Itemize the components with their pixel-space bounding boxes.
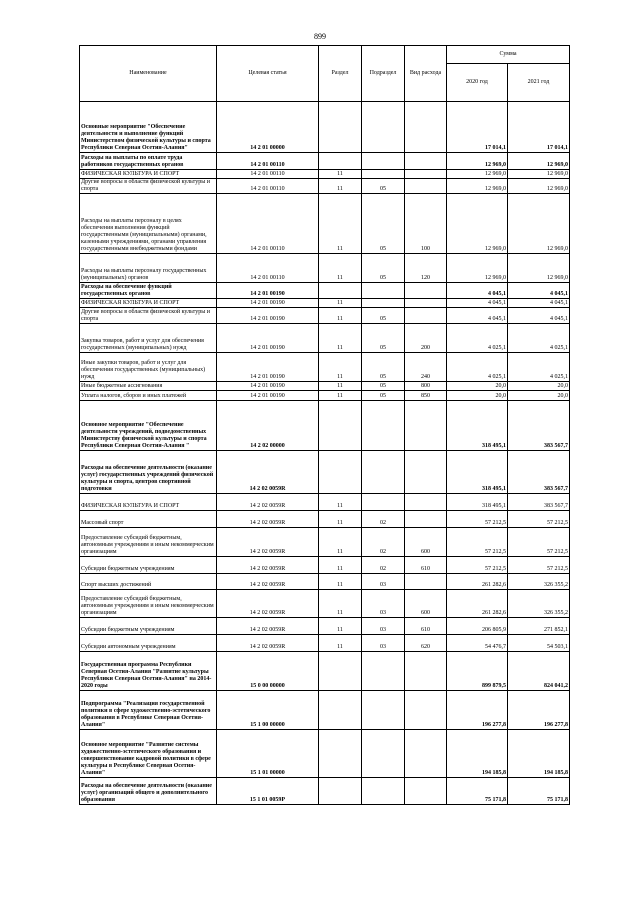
row-subsection: 02 xyxy=(362,511,405,528)
row-section: 11 xyxy=(319,324,362,353)
row-name: Предоставление субсидий бюджетным, автономным учреждениям и иным некоммерческим организациям xyxy=(80,590,217,618)
row-name: Предоставление субсидий бюджетным, автономным учреждениям и иным некоммерческим организациям xyxy=(80,528,217,557)
row-expense-type xyxy=(405,730,447,778)
row-target: 14 2 02 0059R xyxy=(217,590,319,618)
row-section: 11 xyxy=(319,557,362,574)
row-name: Субсидии автономным учреждениям xyxy=(80,635,217,652)
table-row xyxy=(80,391,570,401)
row-section xyxy=(319,153,362,170)
row-name: Основное мероприятие "Развитие системы художественно-эстетического образования и совершенствование кадровой политики в сфере культуры в Республике Северная Осетия-Алания" xyxy=(80,730,217,778)
row-section xyxy=(319,102,362,153)
row-sum-2021: 12 969,0 xyxy=(508,153,570,170)
row-name: Иные бюджетные ассигнования xyxy=(80,382,217,391)
row-target: 14 2 02 0059R xyxy=(217,451,319,494)
row-section: 11 xyxy=(319,590,362,618)
row-expense-type xyxy=(405,494,447,511)
row-subsection xyxy=(362,283,405,299)
row-sum-2021: 57 212,5 xyxy=(508,511,570,528)
row-sum-2021: 4 045,1 xyxy=(508,308,570,324)
row-sum-2021: 20,0 xyxy=(508,382,570,391)
row-section: 11 xyxy=(319,511,362,528)
row-name: Другие вопросы в области физической культуры и спорта xyxy=(80,308,217,324)
row-subsection: 03 xyxy=(362,618,405,635)
row-expense-type xyxy=(405,511,447,528)
row-sum-2021: 57 212,5 xyxy=(508,528,570,557)
row-section: 11 xyxy=(319,618,362,635)
row-sum-2020: 57 212,5 xyxy=(447,557,508,574)
row-section: 11 xyxy=(319,194,362,254)
row-target: 14 2 01 00190 xyxy=(217,308,319,324)
table-row xyxy=(80,283,570,299)
row-name: Уплата налогов, сборов и иных платежей xyxy=(80,391,217,401)
row-sum-2021: 194 185,8 xyxy=(508,730,570,778)
row-target: 14 2 02 0059R xyxy=(217,618,319,635)
row-sum-2020: 4 045,1 xyxy=(447,308,508,324)
row-sum-2020: 20,0 xyxy=(447,382,508,391)
table-row xyxy=(80,590,570,618)
row-section xyxy=(319,401,362,451)
table-row xyxy=(80,730,570,778)
row-expense-type: 610 xyxy=(405,557,447,574)
row-section: 11 xyxy=(319,574,362,590)
row-target: 14 2 01 00000 xyxy=(217,102,319,153)
row-expense-type: 600 xyxy=(405,528,447,557)
row-section xyxy=(319,778,362,805)
row-section: 11 xyxy=(319,528,362,557)
row-expense-type xyxy=(405,308,447,324)
table-row xyxy=(80,179,570,194)
row-sum-2021: 12 969,0 xyxy=(508,254,570,283)
row-subsection xyxy=(362,401,405,451)
row-sum-2021: 271 852,1 xyxy=(508,618,570,635)
table-row xyxy=(80,635,570,652)
row-sum-2021: 57 212,5 xyxy=(508,557,570,574)
row-sum-2020: 899 879,5 xyxy=(447,652,508,691)
row-name: ФИЗИЧЕСКАЯ КУЛЬТУРА И СПОРТ xyxy=(80,299,217,308)
row-target: 14 2 01 00190 xyxy=(217,353,319,382)
row-sum-2021: 326 355,2 xyxy=(508,574,570,590)
row-sum-2021: 75 171,8 xyxy=(508,778,570,805)
header-sum: Сумма xyxy=(447,46,570,64)
header-section: Раздел xyxy=(319,46,362,102)
row-section xyxy=(319,730,362,778)
table-row xyxy=(80,170,570,179)
row-expense-type: 600 xyxy=(405,590,447,618)
table-row xyxy=(80,324,570,353)
row-subsection xyxy=(362,299,405,308)
row-expense-type xyxy=(405,179,447,194)
row-sum-2020: 12 969,0 xyxy=(447,254,508,283)
row-name: Субсидии бюджетным учреждениям xyxy=(80,618,217,635)
row-subsection xyxy=(362,102,405,153)
table-body xyxy=(80,102,570,805)
budget-table xyxy=(79,45,570,805)
row-subsection: 02 xyxy=(362,557,405,574)
row-sum-2020: 206 805,9 xyxy=(447,618,508,635)
row-name: Основное мероприятие "Обеспечение деятельности учреждений, подведомственных Министерству физической культуры и спорта Республики Северная Осетия-Алания " xyxy=(80,401,217,451)
row-sum-2021: 383 567,7 xyxy=(508,494,570,511)
row-subsection: 05 xyxy=(362,179,405,194)
row-expense-type xyxy=(405,691,447,730)
row-name: Другие вопросы в области физической культуры и спорта xyxy=(80,179,217,194)
row-target: 14 2 01 00110 xyxy=(217,153,319,170)
row-sum-2021: 54 503,1 xyxy=(508,635,570,652)
page-number: 899 xyxy=(314,32,326,41)
row-sum-2021: 326 355,2 xyxy=(508,590,570,618)
header-subsection: Подраздел xyxy=(362,46,405,102)
row-subsection: 05 xyxy=(362,194,405,254)
row-subsection xyxy=(362,691,405,730)
table-row xyxy=(80,353,570,382)
row-sum-2021: 4 025,1 xyxy=(508,353,570,382)
row-sum-2020: 54 476,7 xyxy=(447,635,508,652)
row-subsection xyxy=(362,652,405,691)
row-section: 11 xyxy=(319,179,362,194)
row-sum-2020: 194 185,8 xyxy=(447,730,508,778)
row-sum-2020: 318 495,1 xyxy=(447,451,508,494)
row-expense-type xyxy=(405,299,447,308)
row-section: 11 xyxy=(319,635,362,652)
row-subsection xyxy=(362,778,405,805)
row-sum-2021: 383 567,7 xyxy=(508,451,570,494)
table-row xyxy=(80,102,570,153)
row-sum-2020: 4 025,1 xyxy=(447,324,508,353)
row-subsection xyxy=(362,730,405,778)
row-section: 11 xyxy=(319,308,362,324)
row-sum-2021: 17 014,1 xyxy=(508,102,570,153)
row-expense-type: 200 xyxy=(405,324,447,353)
table-row xyxy=(80,153,570,170)
row-sum-2020: 12 969,0 xyxy=(447,179,508,194)
row-sum-2020: 12 969,0 xyxy=(447,194,508,254)
row-target: 14 2 02 00000 xyxy=(217,401,319,451)
row-name: ФИЗИЧЕСКАЯ КУЛЬТУРА И СПОРТ xyxy=(80,170,217,179)
row-sum-2021: 824 041,2 xyxy=(508,652,570,691)
table-row xyxy=(80,308,570,324)
row-sum-2021: 12 969,0 xyxy=(508,194,570,254)
row-expense-type: 120 xyxy=(405,254,447,283)
row-expense-type: 850 xyxy=(405,391,447,401)
row-name: Массовый спорт xyxy=(80,511,217,528)
row-sum-2020: 4 025,1 xyxy=(447,353,508,382)
row-sum-2021: 383 567,7 xyxy=(508,401,570,451)
row-expense-type xyxy=(405,102,447,153)
row-name: Спорт высших достижений xyxy=(80,574,217,590)
row-subsection: 03 xyxy=(362,635,405,652)
table-row xyxy=(80,382,570,391)
row-sum-2020: 57 212,5 xyxy=(447,511,508,528)
row-sum-2020: 261 282,6 xyxy=(447,574,508,590)
header-2020: 2020 год xyxy=(447,64,508,102)
table-header xyxy=(80,46,570,102)
table-row xyxy=(80,299,570,308)
table-row xyxy=(80,528,570,557)
row-subsection: 03 xyxy=(362,574,405,590)
row-expense-type: 620 xyxy=(405,635,447,652)
row-subsection xyxy=(362,170,405,179)
row-sum-2020: 318 495,1 xyxy=(447,494,508,511)
table-row xyxy=(80,652,570,691)
row-target: 14 2 02 0059R xyxy=(217,511,319,528)
row-sum-2020: 17 014,1 xyxy=(447,102,508,153)
row-expense-type: 240 xyxy=(405,353,447,382)
row-target: 14 2 02 0059R xyxy=(217,574,319,590)
table-row xyxy=(80,618,570,635)
row-target: 14 2 01 00110 xyxy=(217,254,319,283)
row-section: 11 xyxy=(319,299,362,308)
row-expense-type xyxy=(405,153,447,170)
row-target: 15 0 00 00000 xyxy=(217,652,319,691)
row-name: Расходы на обеспечение функций государственных органов xyxy=(80,283,217,299)
row-sum-2021: 4 045,1 xyxy=(508,299,570,308)
row-target: 14 2 02 0059R xyxy=(217,557,319,574)
row-section: 11 xyxy=(319,170,362,179)
header-name: Наименование xyxy=(80,46,217,102)
row-subsection xyxy=(362,153,405,170)
row-name: Субсидии бюджетным учреждениям xyxy=(80,557,217,574)
row-expense-type: 610 xyxy=(405,618,447,635)
row-name: Закупка товаров, работ и услуг для обеспечения государственных (муниципальных) нужд xyxy=(80,324,217,353)
row-sum-2020: 12 969,0 xyxy=(447,153,508,170)
row-expense-type xyxy=(405,574,447,590)
row-sum-2021: 12 969,0 xyxy=(508,170,570,179)
row-section: 11 xyxy=(319,353,362,382)
row-subsection: 05 xyxy=(362,353,405,382)
row-sum-2021: 12 969,0 xyxy=(508,179,570,194)
row-subsection xyxy=(362,494,405,511)
row-section xyxy=(319,283,362,299)
row-target: 14 2 02 0059R xyxy=(217,635,319,652)
table-row xyxy=(80,451,570,494)
row-section: 11 xyxy=(319,494,362,511)
row-name: ФИЗИЧЕСКАЯ КУЛЬТУРА И СПОРТ xyxy=(80,494,217,511)
row-subsection: 05 xyxy=(362,324,405,353)
row-name: Основные мероприятие "Обеспечение деятельности и выполнение функций Министерством физической культуры и спорта Республики Северная Осетия-Алания" xyxy=(80,102,217,153)
row-target: 14 2 01 00110 xyxy=(217,179,319,194)
row-target: 14 2 01 00110 xyxy=(217,170,319,179)
row-expense-type xyxy=(405,652,447,691)
row-name: Подпрограмма "Реализация государственной политики в сфере художественно-эстетического образования в Республике Северная Осетия-Алания" xyxy=(80,691,217,730)
row-target: 14 2 01 00190 xyxy=(217,391,319,401)
row-target: 14 2 02 0059R xyxy=(217,528,319,557)
row-subsection xyxy=(362,451,405,494)
row-target: 14 2 02 0059R xyxy=(217,494,319,511)
row-expense-type xyxy=(405,283,447,299)
row-subsection: 05 xyxy=(362,308,405,324)
row-expense-type xyxy=(405,778,447,805)
row-subsection: 05 xyxy=(362,382,405,391)
row-section xyxy=(319,691,362,730)
row-target: 14 2 01 00190 xyxy=(217,299,319,308)
row-name: Расходы на обеспечение деятельности (оказание услуг) государственных учреждений физической культуры и спорта, центров спортивной подготовки xyxy=(80,451,217,494)
row-sum-2020: 57 212,5 xyxy=(447,528,508,557)
table-row xyxy=(80,494,570,511)
table-row xyxy=(80,778,570,805)
row-target: 15 1 01 0059Р xyxy=(217,778,319,805)
table-row xyxy=(80,254,570,283)
row-sum-2021: 20,0 xyxy=(508,391,570,401)
row-sum-2020: 196 277,8 xyxy=(447,691,508,730)
row-name: Расходы на выплаты по оплате труда работников государственных органов xyxy=(80,153,217,170)
row-section: 11 xyxy=(319,254,362,283)
row-subsection: 05 xyxy=(362,391,405,401)
row-expense-type xyxy=(405,170,447,179)
row-expense-type: 800 xyxy=(405,382,447,391)
row-section: 11 xyxy=(319,391,362,401)
row-subsection: 03 xyxy=(362,590,405,618)
row-name: Расходы на выплаты персоналу государственных (муниципальных) органов xyxy=(80,254,217,283)
row-target: 14 2 01 00190 xyxy=(217,283,319,299)
row-section: 11 xyxy=(319,382,362,391)
row-sum-2021: 4 025,1 xyxy=(508,324,570,353)
table-row xyxy=(80,401,570,451)
row-section xyxy=(319,652,362,691)
row-name: Расходы на обеспечение деятельности (оказание услуг) организаций общего и дополнительного образования xyxy=(80,778,217,805)
row-expense-type: 100 xyxy=(405,194,447,254)
row-sum-2020: 261 282,6 xyxy=(447,590,508,618)
row-subsection: 05 xyxy=(362,254,405,283)
row-expense-type xyxy=(405,451,447,494)
table-row xyxy=(80,574,570,590)
table-row xyxy=(80,194,570,254)
row-sum-2020: 75 171,8 xyxy=(447,778,508,805)
header-2021: 2021 год xyxy=(508,64,570,102)
row-target: 15 1 01 00000 xyxy=(217,730,319,778)
row-sum-2020: 20,0 xyxy=(447,391,508,401)
row-target: 14 2 01 00110 xyxy=(217,194,319,254)
header-target: Целевая статья xyxy=(217,46,319,102)
row-sum-2020: 4 045,1 xyxy=(447,283,508,299)
table-row xyxy=(80,691,570,730)
table-row xyxy=(80,557,570,574)
row-target: 15 1 00 00000 xyxy=(217,691,319,730)
row-name: Иные закупки товаров, работ и услуг для обеспечения государственных (муниципальных) нужд xyxy=(80,353,217,382)
row-expense-type xyxy=(405,401,447,451)
row-sum-2020: 318 495,1 xyxy=(447,401,508,451)
table-row xyxy=(80,511,570,528)
row-name: Государственная программа Республики Северная Осетия-Алания "Развитие культуры Республики Северная Осетия-Алания" на 2014-2020 годы xyxy=(80,652,217,691)
row-sum-2021: 4 045,1 xyxy=(508,283,570,299)
row-name: Расходы на выплаты персоналу в целях обеспечения выполнения функций государственными (муниципальными) органами, казенными учреждениями, органами управления государственными внебюджетными фондами xyxy=(80,194,217,254)
row-subsection: 02 xyxy=(362,528,405,557)
row-target: 14 2 01 00190 xyxy=(217,382,319,391)
header-expense-type: Вид расхода xyxy=(405,46,447,102)
row-target: 14 2 01 00190 xyxy=(217,324,319,353)
row-sum-2021: 196 277,8 xyxy=(508,691,570,730)
row-section xyxy=(319,451,362,494)
row-sum-2020: 4 045,1 xyxy=(447,299,508,308)
row-sum-2020: 12 969,0 xyxy=(447,170,508,179)
